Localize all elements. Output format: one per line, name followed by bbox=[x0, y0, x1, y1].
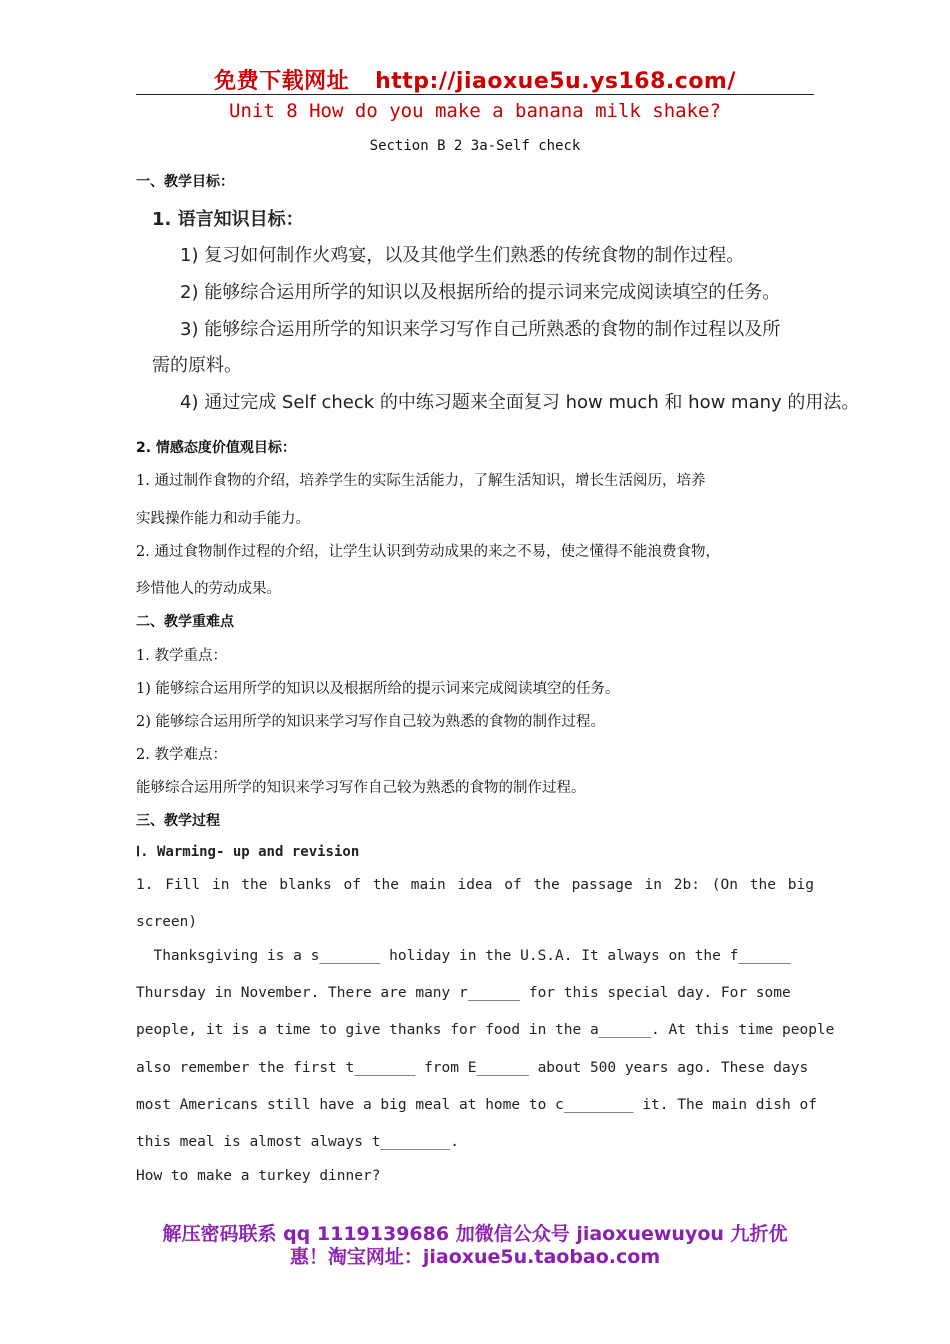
footer-contact-line: 解压密码联系 qq 1119139686 加微信公众号 jiaoxuewuyou 九折优 bbox=[162, 1223, 788, 1245]
lang-objective-4: 4) 通过完成 Self check 的中练习题来全面复习 how much 和 how many 的用法。 bbox=[180, 392, 860, 413]
passage-line-3: people, it is a time to give thanks for food in the a______. At this time people bbox=[136, 1022, 835, 1038]
footer-taobao-line[interactable]: 惠！淘宝网址：jiaoxue5u.taobao.com bbox=[289, 1246, 661, 1268]
passage-line-6: this meal is almost always t________. bbox=[136, 1134, 460, 1150]
page-header bbox=[0, 64, 950, 95]
key-point-line-5: 能够综合运用所学的知识来学习写作自己较为熟悉的食物的制作过程。 bbox=[136, 780, 586, 796]
heading-teaching-process: 三、教学过程 bbox=[136, 813, 220, 829]
emotion-line-1: 1. 通过制作食物的介绍，培养学生的实际生活能力，了解生活知识，增长生活阅历，培养 bbox=[136, 473, 706, 489]
heading-emotion-objectives: 2. 情感态度价值观目标： bbox=[136, 440, 296, 456]
task-line-1: 1. Fill in the blanks of the main idea of the passage in 2b: (On the big bbox=[136, 877, 814, 893]
emotion-line-3: 2. 通过食物制作过程的介绍，让学生认识到劳动成果的来之不易，使之懂得不能浪费食物， bbox=[136, 544, 720, 560]
passage-line-5: most Americans still have a big meal at home to c________ it. The main dish of bbox=[136, 1097, 817, 1113]
unit-title: Unit 8 How do you make a banana milk shake? bbox=[229, 100, 721, 122]
emotion-line-4: 珍惜他人的劳动成果。 bbox=[136, 581, 281, 597]
passage-line-2: Thursday in November. There are many r______ for this special day. For some bbox=[136, 985, 791, 1001]
heading-objectives: 一、教学目标： bbox=[136, 174, 234, 190]
lang-objective-1: 1) 复习如何制作火鸡宴，以及其他学生们熟悉的传统食物的制作过程。 bbox=[180, 245, 745, 266]
lang-objective-2: 2) 能够综合运用所学的知识以及根据所给的提示词来完成阅读填空的任务。 bbox=[180, 282, 781, 303]
task-line-2: screen) bbox=[136, 914, 198, 930]
header-url-link[interactable]: http://jiaoxue5u.ys168.com/ bbox=[375, 69, 736, 94]
lang-objective-3: 3) 能够综合运用所学的知识来学习写作自己所熟悉的食物的制作过程以及所 bbox=[180, 319, 781, 340]
passage-line-1: Thanksgiving is a s_______ holiday in the U.S.A. It always on the f______ bbox=[136, 948, 791, 964]
passage-line-4: also remember the first t_______ from E______ about 500 years ago. These days bbox=[136, 1060, 809, 1076]
key-point-line-3: 2) 能够综合运用所学的知识来学习写作自己较为熟悉的食物的制作过程。 bbox=[136, 714, 605, 730]
key-point-line-4: 2. 教学难点： bbox=[136, 747, 227, 763]
heading-key-points: 二、教学重难点 bbox=[136, 614, 234, 630]
turkey-question: How to make a turkey dinner? bbox=[136, 1168, 381, 1184]
emotion-line-2: 实践操作能力和动手能力。 bbox=[136, 511, 310, 527]
step-warming-up: Ⅰ. Warming- up and revision bbox=[136, 844, 360, 860]
header-label: 免费下载网址 bbox=[214, 69, 350, 94]
heading-language-objectives: 1. 语言知识目标： bbox=[152, 209, 304, 230]
key-point-line-1: 1. 教学重点： bbox=[136, 648, 227, 664]
key-point-line-2: 1) 能够综合运用所学的知识以及根据所给的提示词来完成阅读填空的任务。 bbox=[136, 681, 620, 697]
section-subtitle: Section B 2 3a-Self check bbox=[369, 138, 581, 154]
lang-objective-3-cont: 需的原料。 bbox=[152, 355, 242, 376]
header-divider bbox=[136, 94, 814, 95]
